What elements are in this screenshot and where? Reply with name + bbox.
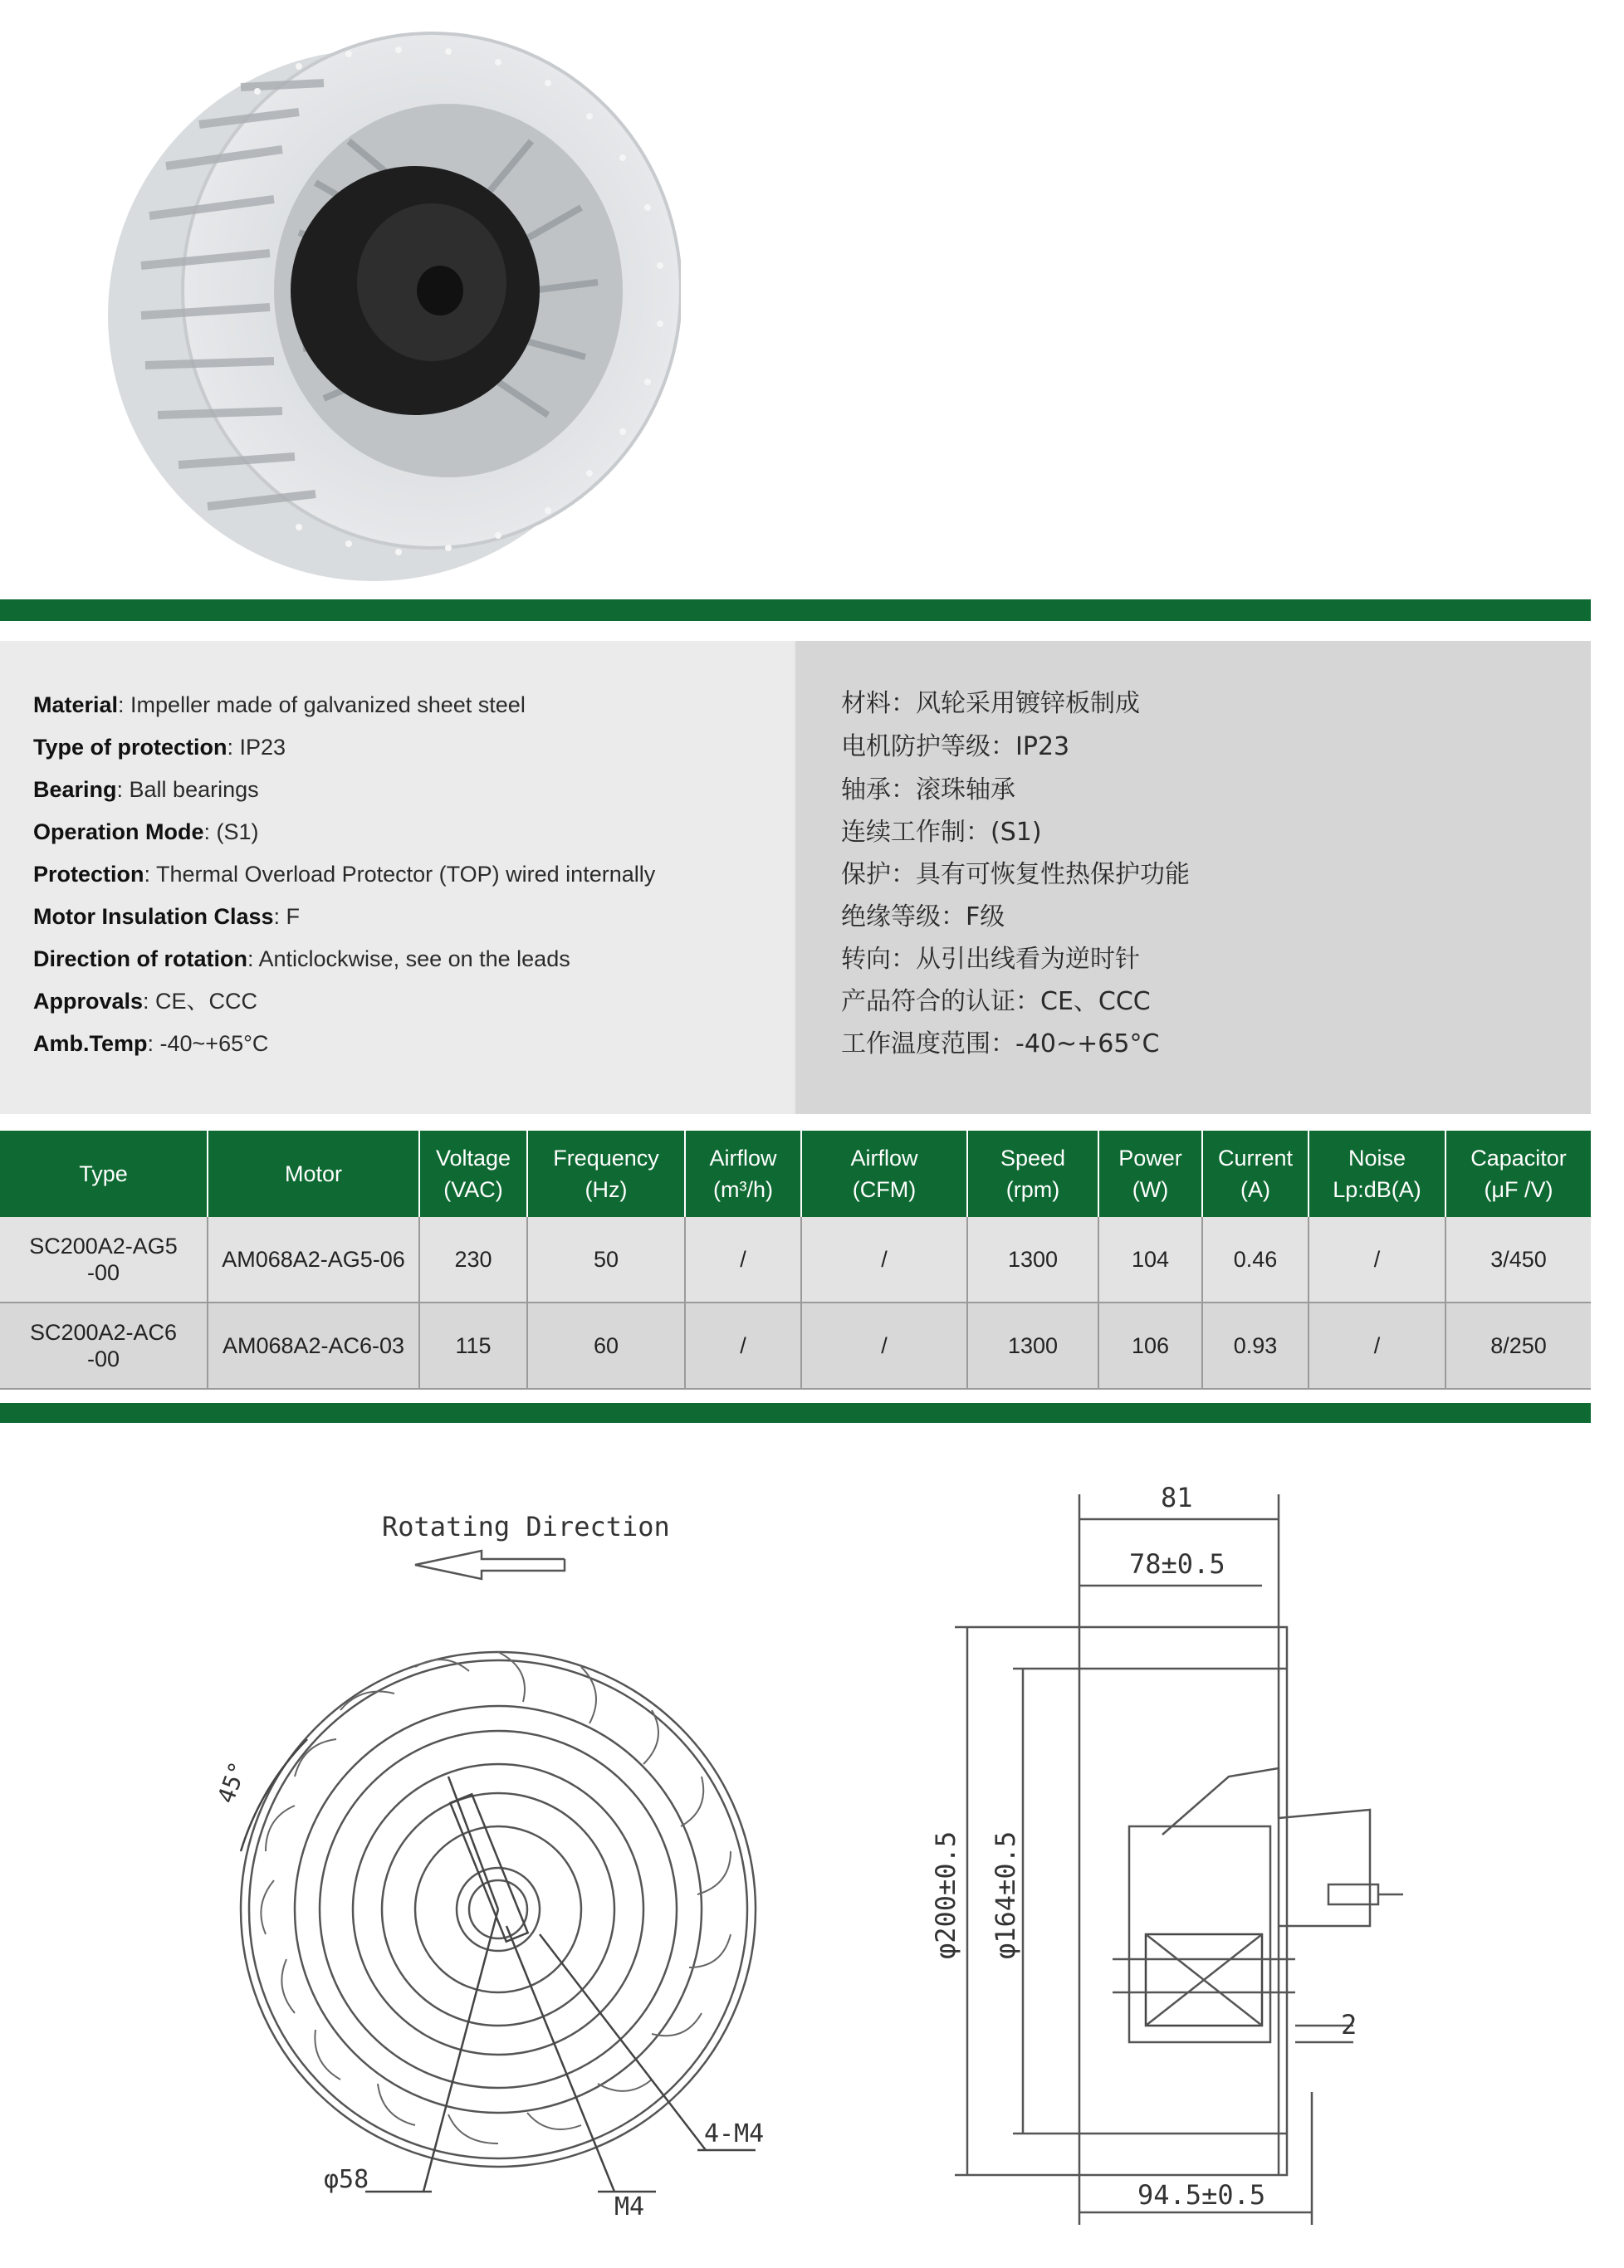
spec-material: Material: Impeller made of galvanized sheet steel — [33, 692, 526, 717]
front-view-drawing — [241, 1652, 756, 2192]
cell-airflow-m3h: / — [685, 1217, 801, 1303]
cell-type: SC200A2-AC6 -00 — [0, 1303, 208, 1389]
spec-cn-approvals: 产品符合的认证：CE、CCC — [841, 987, 1151, 1016]
angle-label: 45° — [212, 1757, 252, 1807]
impeller-photo — [100, 17, 681, 589]
header-airflow-m3h: Airflow (m³/h) — [685, 1131, 801, 1217]
header-type: Type — [0, 1131, 208, 1217]
header-current: Current (A) — [1202, 1131, 1308, 1217]
header-motor: Motor — [208, 1131, 419, 1217]
specs-english — [0, 641, 793, 1114]
spec-ambient-temp: Amb.Temp: -40~+65°C — [33, 1031, 269, 1056]
spec-operation-mode: Operation Mode: (S1) — [33, 819, 259, 844]
spec-cn-ambient-temp: 工作温度范围：-40~+65°C — [841, 1029, 1160, 1058]
spec-cn-thermal-protection: 保护：具有可恢复性热保护功能 — [841, 860, 1190, 889]
screws-4m4-label: 4-M4 — [704, 2119, 765, 2148]
specs-chinese — [795, 641, 1591, 1114]
cell-motor: AM068A2-AG5-06 — [208, 1217, 419, 1303]
specifications-panel — [0, 641, 1591, 1114]
spec-thermal-protection: Protection: Thermal Overload Protector (TOP) wired internally — [33, 862, 656, 887]
cell-noise: / — [1308, 1303, 1445, 1389]
cell-power: 104 — [1098, 1217, 1202, 1303]
spec-cn-material: 材料：风轮采用镀锌板制成 — [841, 689, 1140, 718]
technical-drawings — [0, 1461, 1624, 2258]
cell-motor: AM068A2-AC6-03 — [208, 1303, 419, 1389]
spec-bearing: Bearing: Ball bearings — [33, 777, 259, 802]
spec-insulation-class: Motor Insulation Class: F — [33, 904, 301, 929]
cell-voltage: 230 — [419, 1217, 527, 1303]
hub-diameter-label: φ58 — [324, 2165, 369, 2194]
dim-164-label: φ164±0.5 — [990, 1831, 1021, 1959]
cell-speed: 1300 — [967, 1217, 1098, 1303]
table-header-row — [0, 1131, 1591, 1217]
cell-current: 0.46 — [1202, 1217, 1308, 1303]
spec-cn-bearing: 轴承：滚珠轴承 — [841, 775, 1015, 804]
spec-cn-operation-mode: 连续工作制：(S1) — [841, 818, 1042, 847]
dim-2-label: 2 — [1341, 2009, 1357, 2041]
cell-capacitor: 8/250 — [1445, 1303, 1591, 1389]
spec-rotation-direction: Direction of rotation: Anticlockwise, see on the leads — [33, 946, 570, 971]
header-frequency: Frequency (Hz) — [527, 1131, 685, 1217]
spec-cn-rotation-direction: 转向：从引出线看为逆时针 — [841, 945, 1140, 974]
bottom-divider-bar — [0, 1403, 1591, 1423]
dim-94-label: 94.5±0.5 — [1137, 2179, 1266, 2211]
spec-protection-type: Type of protection: IP23 — [33, 735, 286, 760]
header-speed: Speed (rpm) — [967, 1131, 1098, 1217]
spec-cn-protection-type: 电机防护等级：IP23 — [841, 732, 1070, 761]
top-divider-bar — [0, 599, 1591, 621]
header-noise: Noise Lp:dB(A) — [1308, 1131, 1445, 1217]
header-power: Power (W) — [1098, 1131, 1202, 1217]
header-voltage: Voltage (VAC) — [419, 1131, 527, 1217]
header-capacitor: Capacitor (μF /V) — [1445, 1131, 1591, 1217]
cell-frequency: 60 — [527, 1303, 685, 1389]
spec-approvals: Approvals: CE、CCC — [33, 989, 258, 1014]
table-row — [0, 1217, 1591, 1303]
cell-airflow-m3h: / — [685, 1303, 801, 1389]
screw-m4-label: M4 — [614, 2192, 645, 2222]
cell-airflow-cfm: / — [801, 1303, 967, 1389]
performance-table — [0, 1131, 1591, 1390]
dim-81-label: 81 — [1161, 1482, 1193, 1513]
cell-current: 0.93 — [1202, 1303, 1308, 1389]
cell-frequency: 50 — [527, 1217, 685, 1303]
spec-cn-insulation-class: 绝缘等级：F级 — [841, 902, 1005, 931]
cell-airflow-cfm: / — [801, 1217, 967, 1303]
dim-200-label: φ200±0.5 — [930, 1831, 961, 1959]
table-row — [0, 1303, 1591, 1389]
cell-type: SC200A2-AG5 -00 — [0, 1217, 208, 1303]
cell-power: 106 — [1098, 1303, 1202, 1389]
cell-capacitor: 3/450 — [1445, 1217, 1591, 1303]
side-view-drawing — [955, 1494, 1403, 2225]
rotating-direction-label: Rotating Direction — [382, 1511, 670, 1542]
dim-78-label: 78±0.5 — [1129, 1548, 1225, 1580]
cell-voltage: 115 — [419, 1303, 527, 1389]
cell-noise: / — [1308, 1217, 1445, 1303]
header-airflow-cfm: Airflow (CFM) — [801, 1131, 967, 1217]
rotating-direction-arrow — [415, 1551, 565, 1579]
cell-speed: 1300 — [967, 1303, 1098, 1389]
